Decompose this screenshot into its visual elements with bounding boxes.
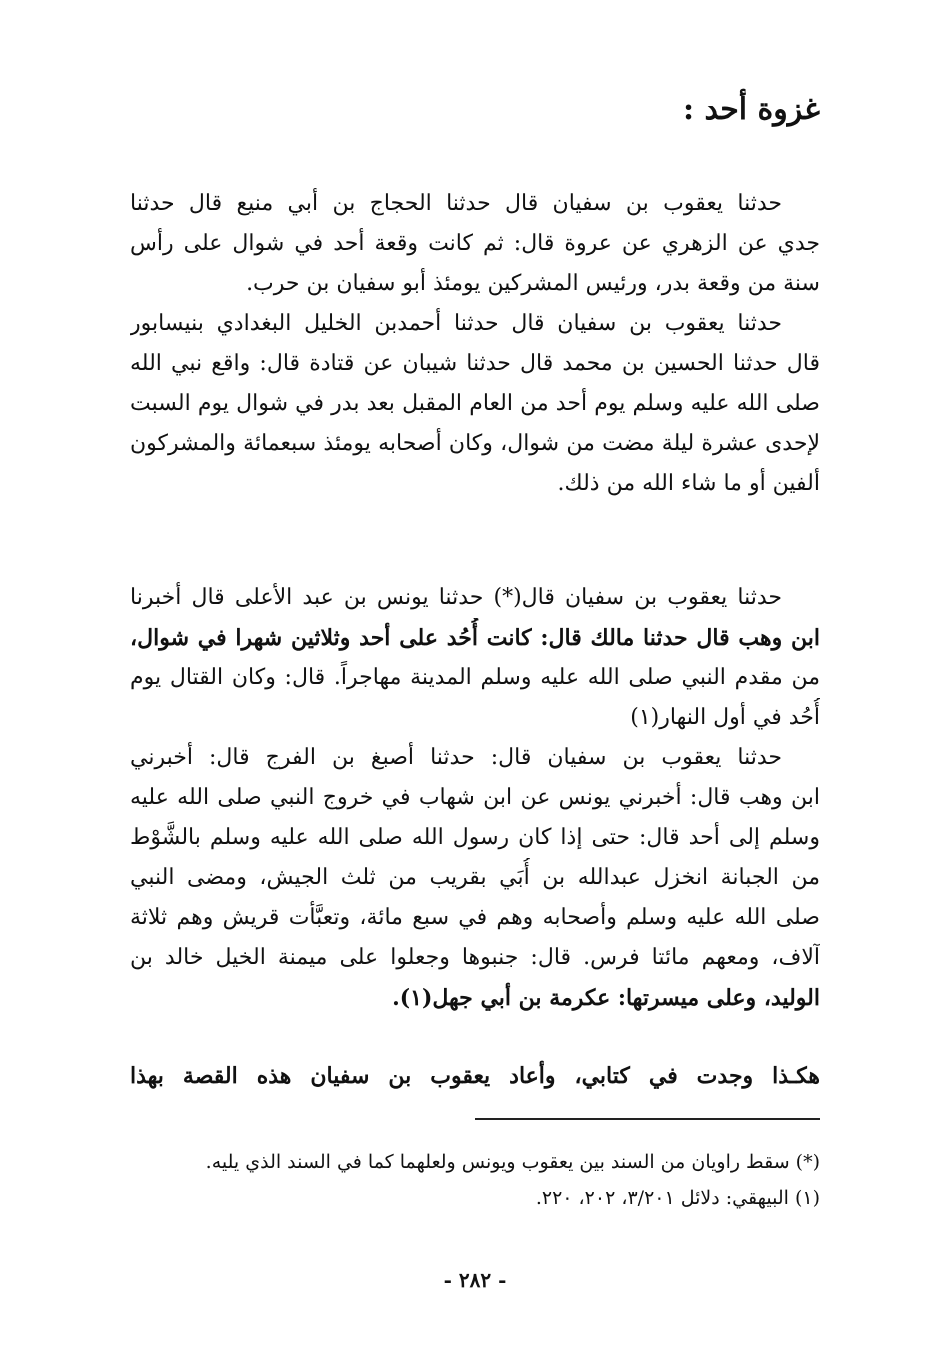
paragraph-5 [130,1056,820,1096]
footnote-1: (١) البيهقي: دلائل ٣/٢٠١، ٢٠٢، ٢٢٠. [535,1187,820,1209]
text-line: حدثنا يعقوب بن سفيان قال: حدثنا أصبغ بن الفرج قال: أخبرني [130,745,782,770]
text-line: صلى الله عليه وسلم يوم أحد من العام المقبل بعد بدر في شوال يوم السبت [130,391,820,416]
text-line: من مقدم النبي صلى الله عليه وسلم المدينة مهاجراً. قال: وكان القتال يوم [130,665,820,690]
text-line: سنة من وقعة بدر، ورئيس المشركين يومئذ أبو سفيان بن حرب. [246,271,820,296]
text-line: حدثنا يعقوب بن سفيان قال حدثنا الحجاج بن أبي منيع قال حدثنا [130,191,782,216]
text-line: آلاف، ومعهم مائتا فرس. قال: جنبوها وجعلوا على ميمنة الخيل خالد بن [130,945,820,970]
section-title: غزوة أحد : [682,92,820,127]
text-line: حدثنا يعقوب بن سفيان قال(*) حدثنا يونس بن عبد الأعلى قال أخبرنا [130,585,782,610]
text-line: الوليد، وعلى ميسرتها: عكرمة بن أبي جهل(١). [392,985,820,1011]
paragraph-3 [130,578,820,738]
text-line: ابن وهب قال حدثنا مالك قال: كانت أُحُد على أحد وثلاثين شهرا في شوال، [130,625,820,651]
text-line: صلى الله عليه وسلم وأصحابه وهم في سبع مائة، وتعبَّأت قريش وهم ثلاثة [130,905,820,930]
text-block-1 [130,184,820,504]
text-line: جدي عن الزهري عن عروة قال: ثم كانت وقعة أحد في شوال على رأس [130,231,820,256]
footnotes [130,1144,820,1216]
text-block-2 [130,578,820,1018]
footnote-divider [475,1118,820,1120]
text-block-3 [130,1056,820,1096]
footnote-star: (*) سقط راويان من السند بين يعقوب ويونس ولعلهما كما في السند الذي يليه. [205,1151,820,1173]
text-line: لإحدى عشرة ليلة مضت من شوال، وكان أصحابه يومئذ سبعمائة والمشركون [130,431,820,456]
text-line: ابن وهب قال: أخبرني يونس عن ابن شهاب في خروج النبي صلى الله عليه [130,785,820,810]
page-number: - ٢٨٢ - [443,1268,507,1292]
text-line: هكـذا وجدت في كتابي، وأعاد يعقوب بن سفيان هذه القصة بهذا [130,1063,820,1089]
text-line: حدثنا يعقوب بن سفيان قال حدثنا أحمدبن الخليل البغدادي بنيسابور [130,311,782,336]
paragraph-2 [130,304,820,504]
text-line: قال حدثنا الحسين بن محمد قال حدثنا شيبان عن قتادة قال: واقع نبي الله [130,351,820,376]
text-line: وسلم إلى أحد قال: حتى إذا كان رسول الله صلى الله عليه وسلم بالشَّوْط [130,825,820,850]
paragraph-4 [130,738,820,1018]
text-line: أُحُد في أول النهار(١) [630,705,820,730]
text-line: ألفين أو ما شاء الله من ذلك. [557,471,820,496]
paragraph-1 [130,184,820,304]
text-line: من الجبانة انخزل عبدالله بن أُبَي بقريب من ثلث الجيش، ومضى النبي [130,865,820,890]
